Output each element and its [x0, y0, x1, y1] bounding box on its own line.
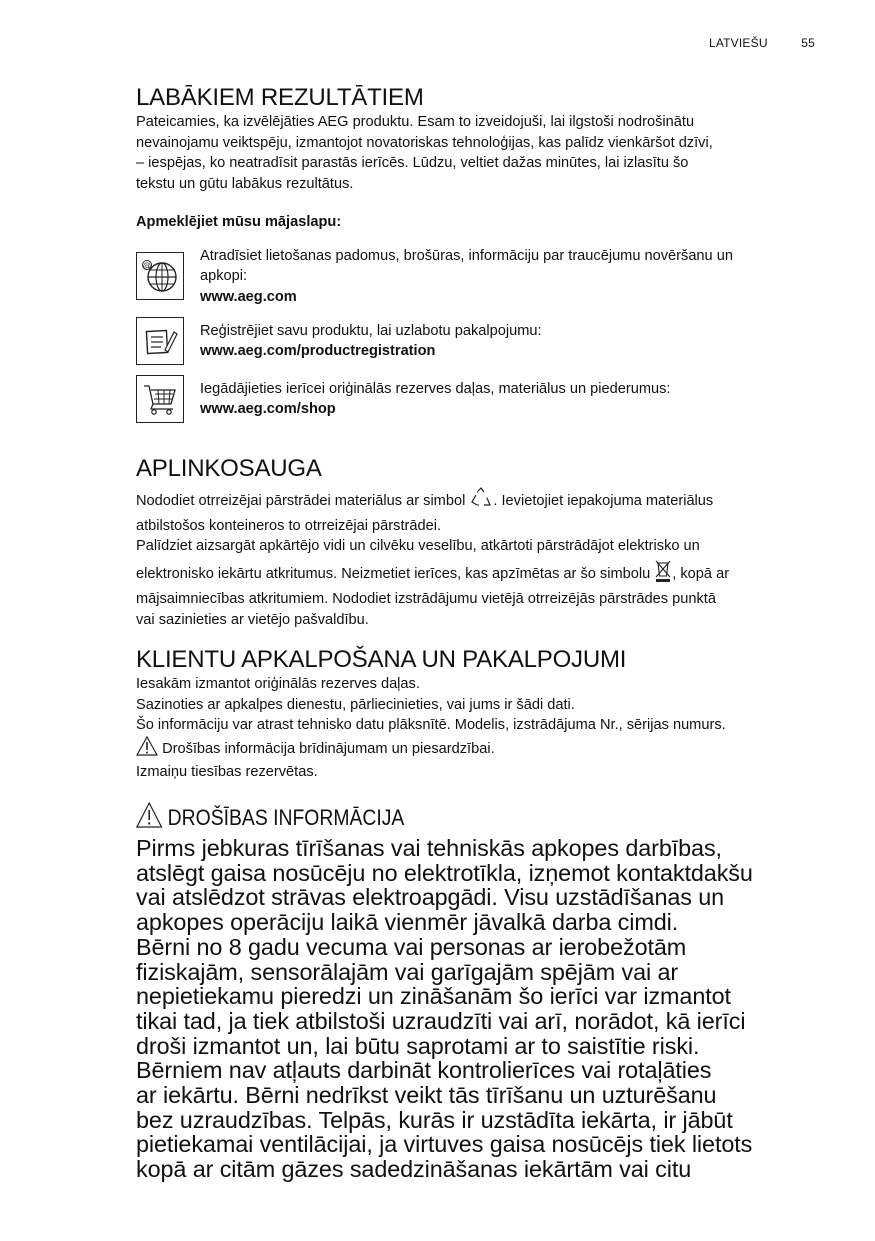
service-line: Šo informāciju var atrast tehnisko datu plāksnītē. Modelis, izstrādājuma Nr., sērijas numurs. [136, 717, 726, 733]
safety-line: kopā ar citām gāzes sadedzināšanas iekārtām vai citu [136, 1156, 692, 1183]
cart-icon [136, 375, 184, 423]
globe-icon [136, 252, 184, 300]
intro-line: nevainojamu veiktspēju, izmantojot novatoriskas tehnoloģijas, kas palīdz vienkāršot dzīvi, [136, 134, 713, 151]
recycle-icon [469, 487, 493, 516]
safety-line: Pirms jebkuras tīrīšanas vai tehniskās apkopes darbības, [136, 835, 722, 861]
section-title: LABĀKIEM REZULTĀTIEM [136, 84, 424, 111]
shop-link[interactable]: www.aeg.com/shop [200, 401, 336, 417]
safety-line: ar iekārtu. Bērni nedrīkst veikt tās tīrīšanu un uzturēšanu [136, 1082, 717, 1109]
svg-text:@: @ [143, 261, 151, 271]
shop-text: Iegādājieties ierīcei oriģinālās rezerves daļas, materiālus un piederumus: [200, 380, 671, 397]
section-best-results [136, 84, 826, 433]
page-number: 55 [801, 36, 815, 50]
service-line: Drošības informācija brīdinājumam un piesardzībai. [136, 736, 826, 763]
header-language: LATVIEŠU [708, 36, 768, 50]
safety-line: fiziskajām, sensorālajām vai garīgajām spējām vai ar [136, 958, 679, 985]
env-line: Nododiet otrreizējai pārstrādei materiālus ar simbol . Ievietojiet iepakojuma materiālus [136, 487, 826, 516]
section-title: KLIENTU APKALPOŠANA UN PAKALPOJUMI [136, 646, 627, 673]
section-customer-service [136, 646, 826, 783]
intro-line: – iespējas, ko neatradīsit parastās ierīcēs. Lūdzu, veltiet dažas minūtes, lai izlasītu šo [136, 155, 689, 171]
page-header [709, 36, 815, 50]
safety-line: Bērni no 8 gadu vecuma vai personas ar ierobežotām [136, 933, 687, 960]
env-line: mājsaimniecības atkritumiem. Nododiet izstrādājumu vietējā otrreizējās pārstrādes punktā [136, 591, 716, 607]
service-line: Izmaiņu tiesības rezervētas. [136, 764, 318, 780]
safety-line: atslēgt gaisa nosūcēju no elektrotīkla, izņemot kontaktdakšu [136, 859, 753, 886]
website-text: apkopi: [200, 268, 248, 284]
safety-line: bez uzraudzības. Telpās, kurās ir uzstādīta iekārta, ir jābūt [136, 1106, 733, 1133]
section-safety [136, 802, 826, 1182]
env-line: elektronisko iekārtu atkritumus. Neizmetiet ierīces, kas apzīmētas ar šo simbolu , kopā ar [136, 559, 826, 590]
registration-icon [136, 317, 184, 365]
safety-line: vai atslēdzot strāvas elektroapgādi. Visu uzstādīšanas un [136, 884, 725, 911]
visit-label: Apmeklējiet mūsu mājaslapu: [136, 214, 342, 230]
env-line: Palīdziet aizsargāt apkārtējo vidi un cilvēku veselību, atkārtoti pārstrādājot elektrisko un [136, 538, 700, 554]
website-link[interactable]: www.aeg.com [200, 288, 297, 305]
registration-text: Reģistrējiet savu produktu, lai uzlabotu pakalpojumu: [200, 322, 542, 339]
shop-row [136, 375, 826, 423]
safety-line: apkopes operāciju laikā vienmēr jāvalkā darba cimdi. [136, 909, 679, 936]
warning-icon [136, 802, 162, 834]
section-title: APLINKOSAUGA [136, 455, 322, 482]
safety-line: droši izmantot un, lai būtu saprotami ar to saistītie riski. [136, 1032, 700, 1059]
intro-line: tekstu un gūtu labākus rezultātus. [136, 175, 354, 192]
warning-icon [136, 736, 158, 763]
website-row [136, 246, 826, 308]
registration-link[interactable]: www.aeg.com/productregistration [200, 343, 436, 359]
section-title: DROŠĪBAS INFORMĀCIJA [136, 802, 743, 834]
env-line: vai sazinieties ar vietējo pašvaldību. [136, 611, 369, 628]
safety-line: nepietiekamu pieredzi un zināšanām šo ierīci var izmantot [136, 983, 731, 1010]
safety-line: tikai tad, ja tiek atbilstoši uzraudzīti vai arī, norādot, kā ierīci [136, 1007, 746, 1034]
registration-row [136, 317, 826, 365]
env-line: atbilstošos konteineros to otrreizējai pārstrādei. [136, 517, 442, 534]
section-environment [136, 455, 826, 630]
safety-line: pietiekamai ventilācijai, ja virtuves gaisa nosūcējs tiek lietots [136, 1131, 753, 1158]
website-text: Atradīsiet lietošanas padomus, brošūras, informāciju par traucējumu novēršanu un [200, 247, 733, 264]
safety-line: Bērniem nav atļauts darbināt kontrolierīces vai rotaļāties [136, 1057, 712, 1084]
weee-bin-icon [654, 559, 672, 590]
service-line: Iesakām izmantot oriģinālās rezerves daļas. [136, 676, 420, 692]
intro-line: Pateicamies, ka izvēlējāties AEG produktu. Esam to izveidojuši, lai ilgstoši nodrošinātu [136, 114, 695, 130]
service-line: Sazinoties ar apkalpes dienestu, pārliecinieties, vai jums ir šādi dati. [136, 696, 575, 713]
